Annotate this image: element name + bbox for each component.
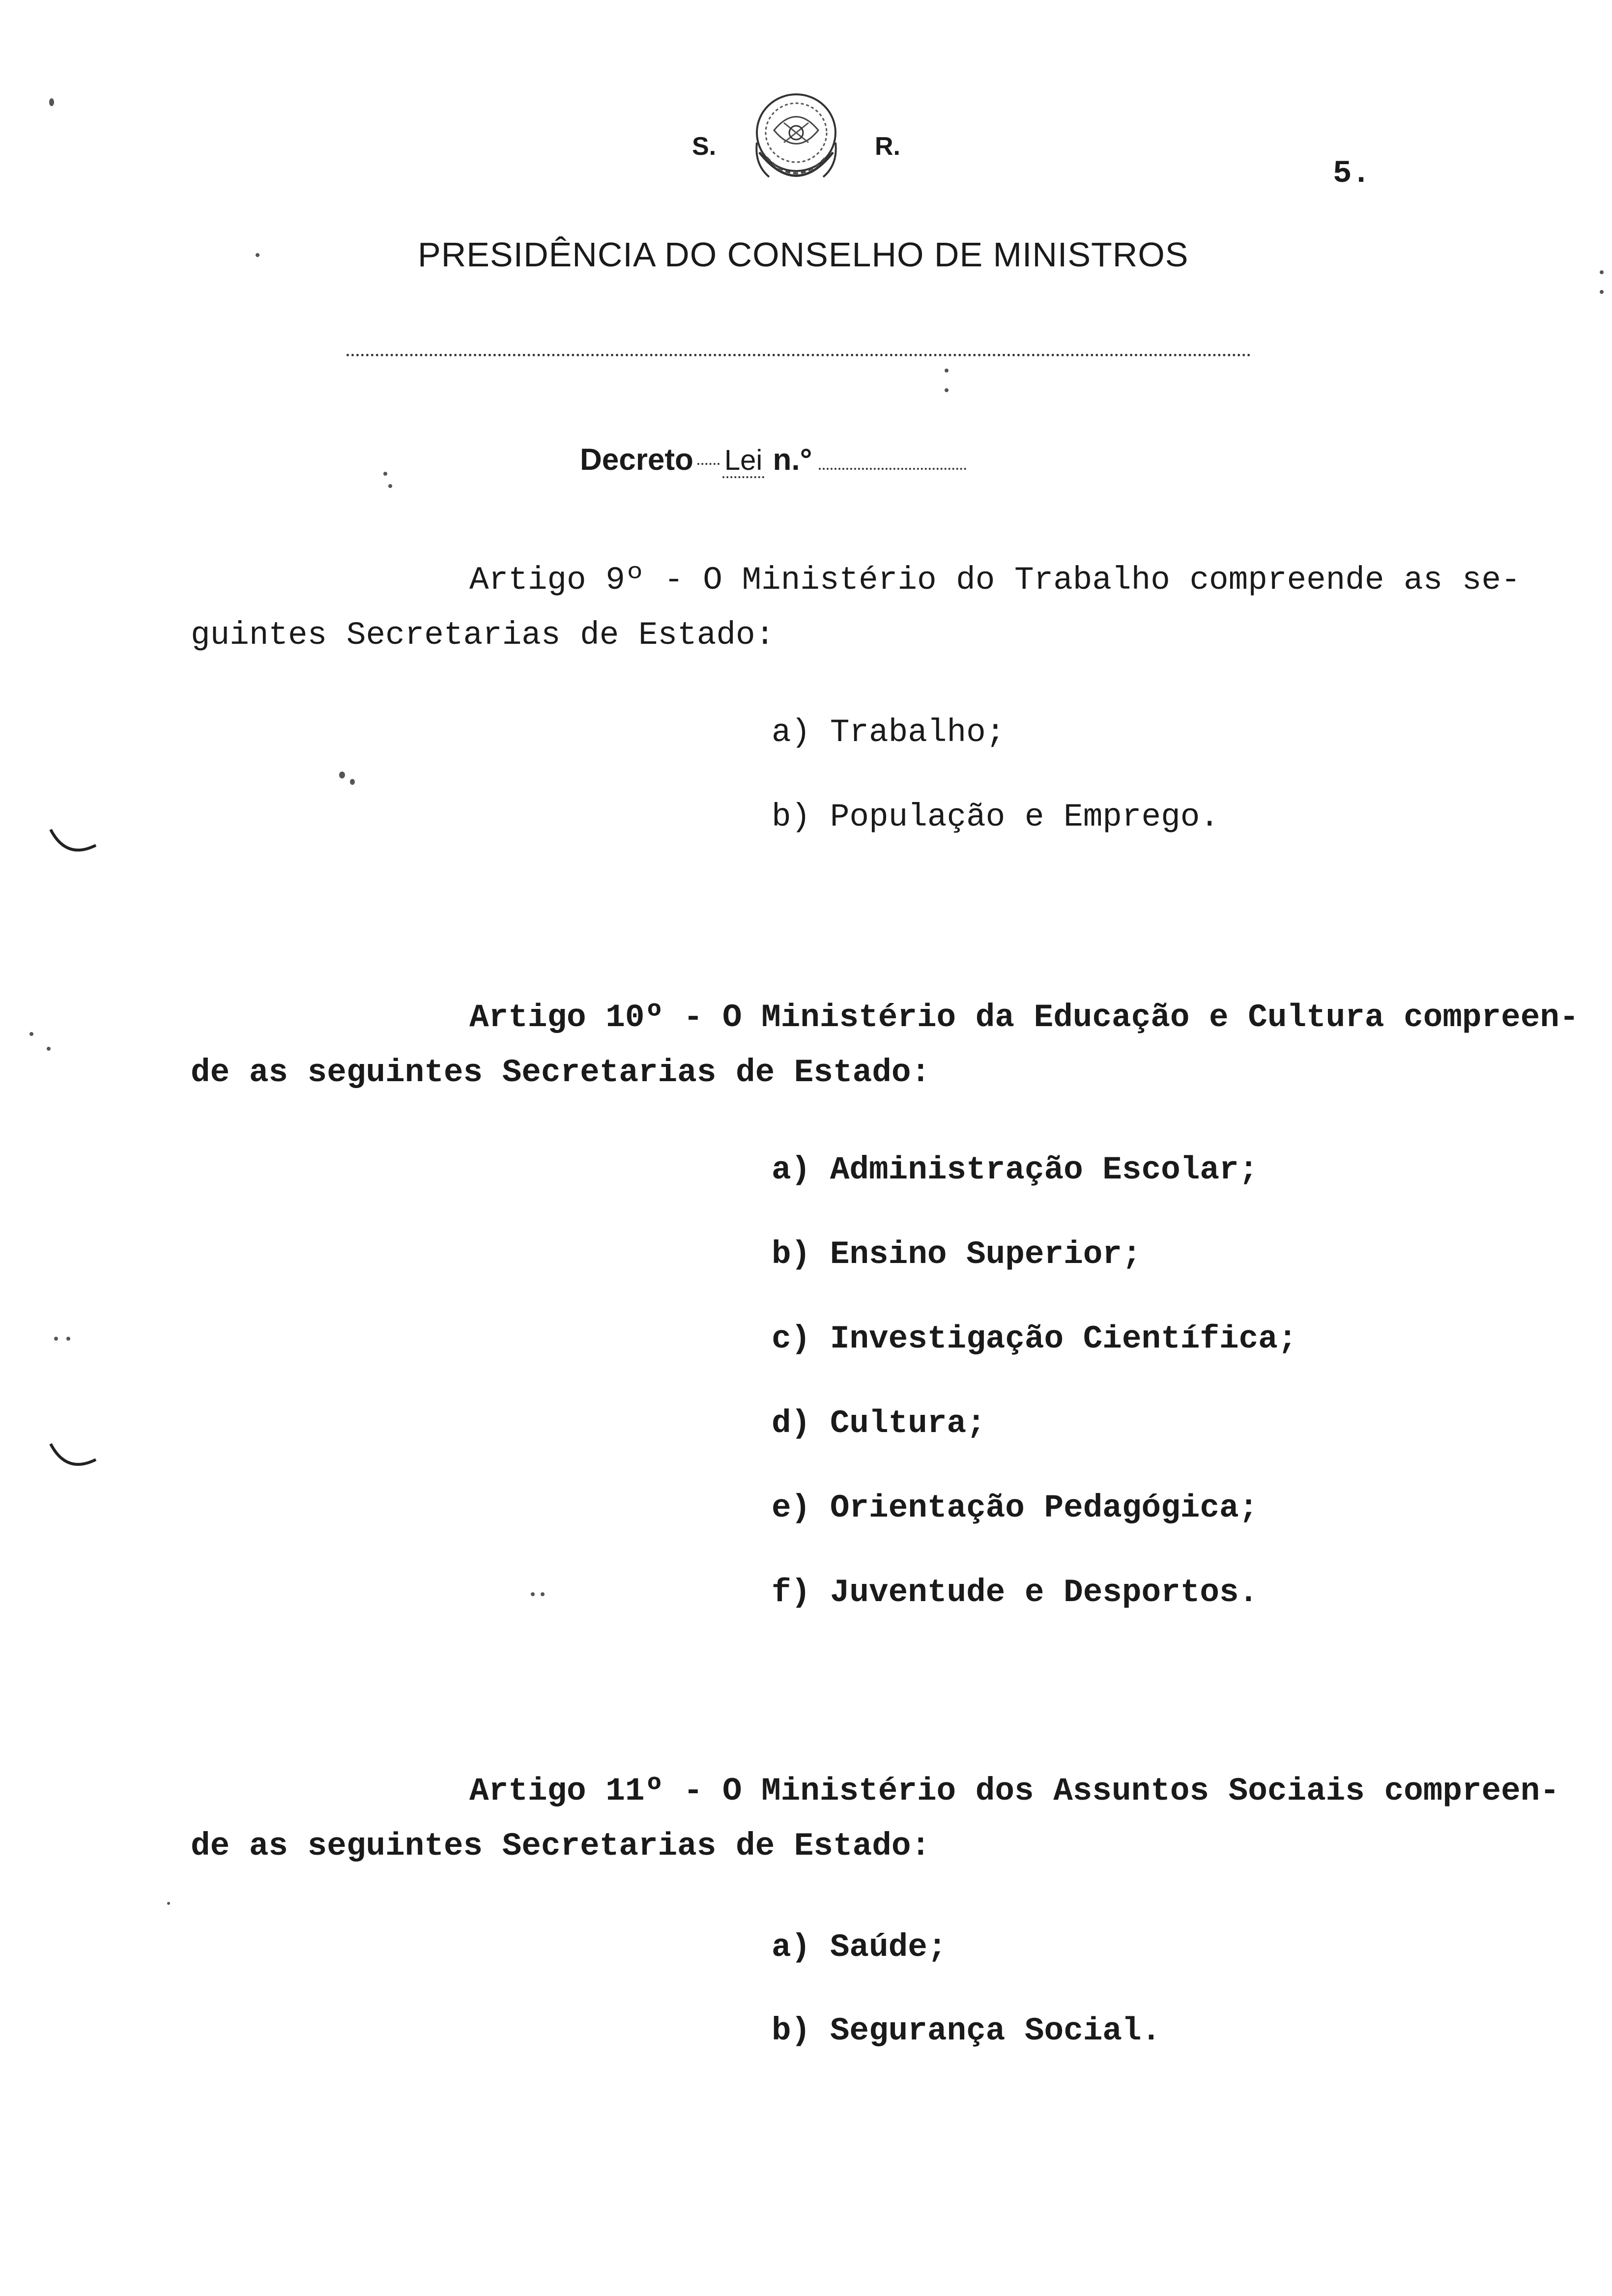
- scan-mark-icon: [47, 826, 101, 865]
- article-continuation: guintes Secretarias de Estado:: [191, 617, 775, 654]
- decree-prefix: Decreto: [580, 443, 693, 477]
- article-heading: Artigo 11º - O Ministério dos Assuntos Sociais compreen-: [469, 1773, 1559, 1809]
- list-item: d) Cultura;: [772, 1405, 986, 1442]
- list-item: e) Orientação Pedagógica;: [772, 1490, 1259, 1526]
- article-continuation: de as seguintes Secretarias de Estado:: [191, 1828, 931, 1865]
- list-item: b) População e Emprego.: [772, 799, 1219, 835]
- article-continuation: de as seguintes Secretarias de Estado:: [191, 1054, 931, 1091]
- list-item: f) Juventude e Desportos.: [772, 1574, 1259, 1611]
- decree-label: [580, 442, 966, 477]
- list-item: b) Segurança Social.: [772, 2012, 1161, 2049]
- article-heading: Artigo 9º - O Ministério do Trabalho compreende as se-: [469, 562, 1521, 599]
- coat-of-arms-icon: [740, 84, 853, 204]
- list-item: c) Investigação Científica;: [772, 1320, 1297, 1357]
- list-item: a) Administração Escolar;: [772, 1151, 1259, 1188]
- decree-handwritten: Lei: [722, 444, 764, 478]
- office-title: PRESIDÊNCIA DO CONSELHO DE MINISTROS: [418, 235, 1189, 274]
- decree-number-label: n.°: [773, 443, 812, 477]
- scan-mark-icon: [47, 1440, 101, 1479]
- emblem-right-letter: R.: [875, 132, 900, 161]
- decree-dash: [697, 463, 720, 465]
- list-item: b) Ensino Superior;: [772, 1236, 1142, 1273]
- emblem-left-letter: S.: [692, 132, 717, 161]
- list-item: a) Trabalho;: [772, 714, 1006, 751]
- header-divider: [346, 354, 1251, 356]
- decree-number-blank: [819, 468, 966, 470]
- page-number: 5.: [1333, 156, 1371, 192]
- list-item: a) Saúde;: [772, 1929, 947, 1966]
- article-heading: Artigo 10º - O Ministério da Educação e Cultura compreen-: [469, 999, 1579, 1036]
